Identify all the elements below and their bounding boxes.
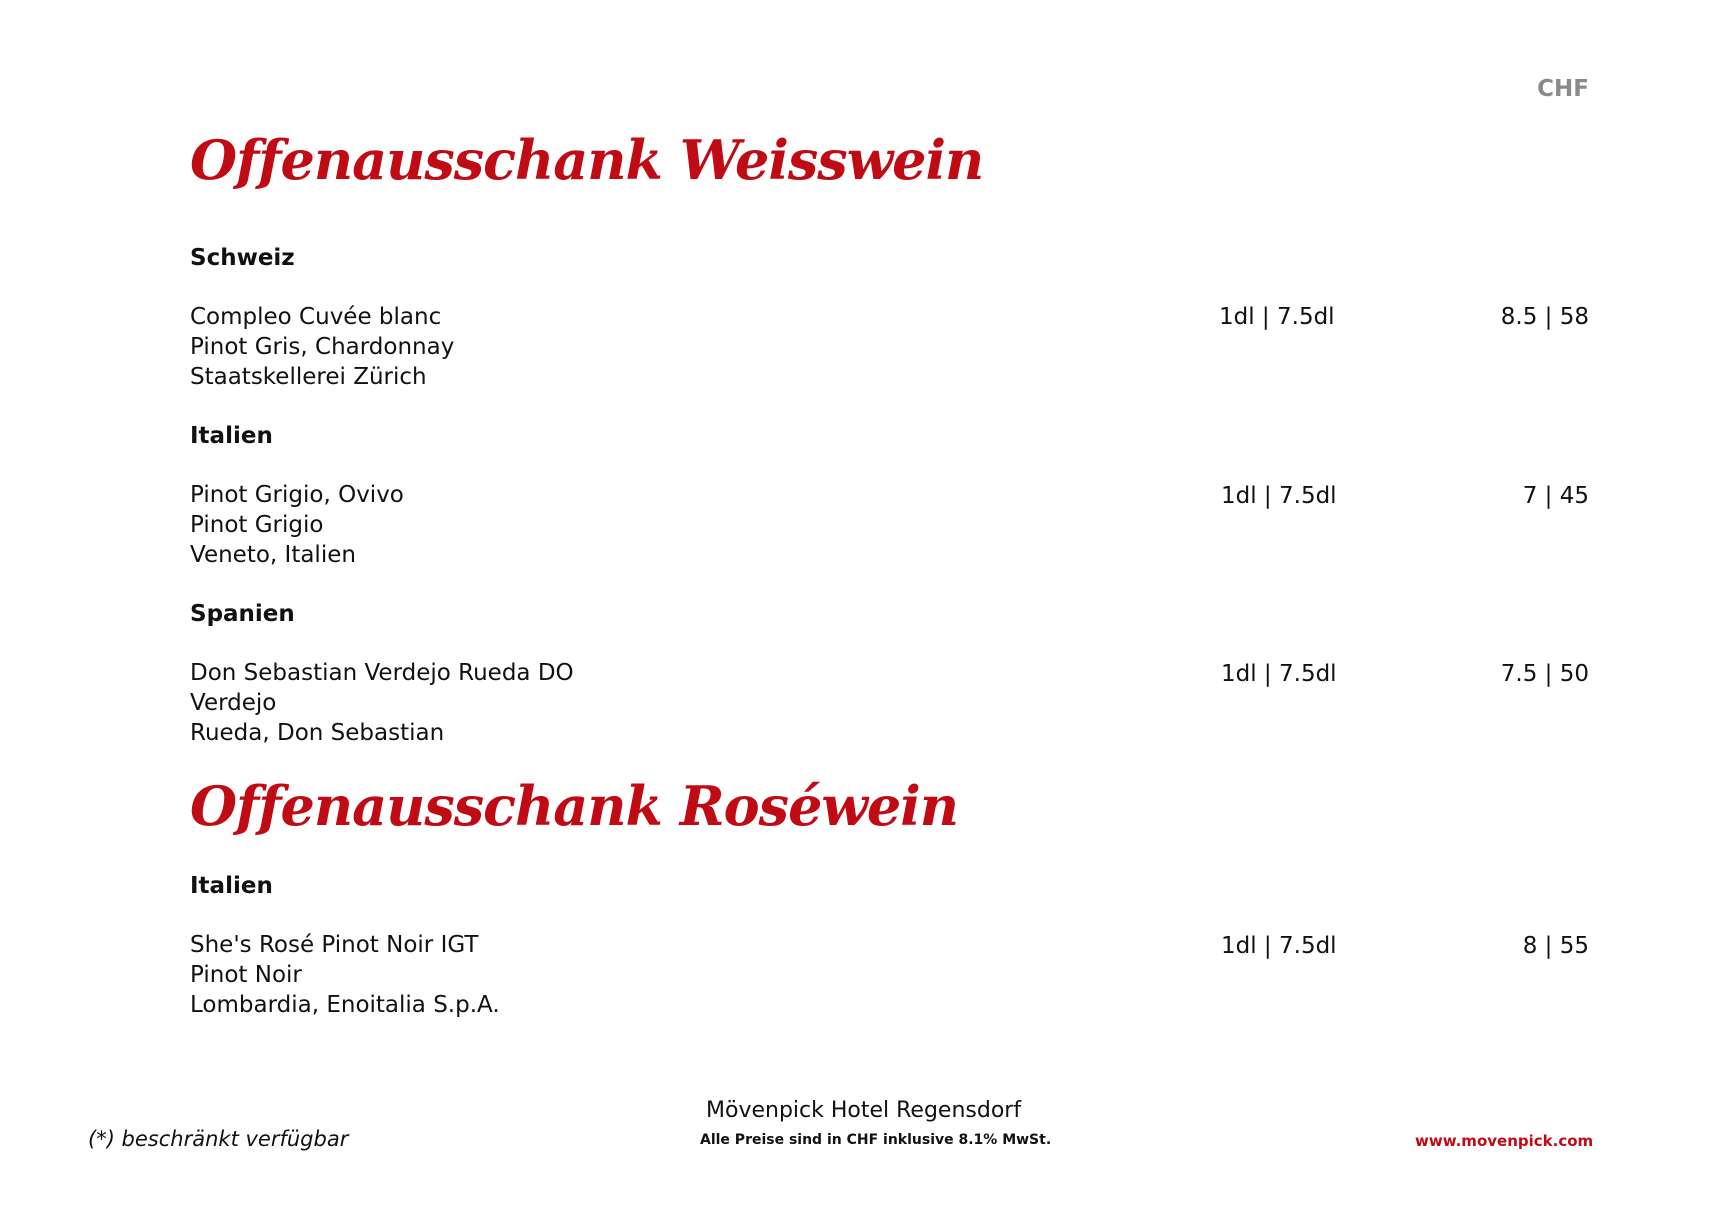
wine-sizes: 1dl | 7.5dl <box>1221 661 1337 687</box>
wine-prices: 7.5 | 50 <box>1500 661 1589 687</box>
wine-origin: Rueda, Don Sebastian <box>190 720 445 746</box>
region-heading-italien: Italien <box>190 873 273 899</box>
region-heading-spanien: Spanien <box>190 601 295 627</box>
wine-name: She's Rosé Pinot Noir IGT <box>190 932 479 958</box>
region-heading-schweiz: Schweiz <box>190 245 295 271</box>
wine-name: Don Sebastian Verdejo Rueda DO <box>190 660 574 686</box>
wine-name: Pinot Grigio, Ovivo <box>190 482 404 508</box>
wine-origin: Veneto, Italien <box>190 542 356 568</box>
wine-origin: Lombardia, Enoitalia S.p.A. <box>190 992 500 1018</box>
currency-label: CHF <box>1537 76 1589 102</box>
section-title-rosewein: Offenausschank Roséwein <box>190 774 959 838</box>
wine-sizes: 1dl | 7.5dl <box>1221 483 1337 509</box>
region-heading-italien: Italien <box>190 423 273 449</box>
website-link[interactable]: www.movenpick.com <box>1415 1132 1594 1150</box>
wine-grape: Verdejo <box>190 690 277 716</box>
wine-prices: 7 | 45 <box>1522 483 1589 509</box>
section-title-weisswein: Offenausschank Weisswein <box>190 128 984 192</box>
wine-prices: 8.5 | 58 <box>1500 304 1589 330</box>
wine-sizes: 1dl | 7.5dl <box>1221 933 1337 959</box>
wine-prices: 8 | 55 <box>1522 933 1589 959</box>
wine-sizes: 1dl | 7.5dl <box>1219 304 1335 330</box>
availability-note: (*) beschränkt verfügbar <box>88 1127 349 1151</box>
wine-grape: Pinot Gris, Chardonnay <box>190 334 455 360</box>
wine-name: Compleo Cuvée blanc <box>190 304 442 330</box>
hotel-name: Mövenpick Hotel Regensdorf <box>706 1098 1022 1123</box>
wine-origin: Staatskellerei Zürich <box>190 364 427 390</box>
wine-grape: Pinot Noir <box>190 962 302 988</box>
wine-grape: Pinot Grigio <box>190 512 324 538</box>
price-disclaimer: Alle Preise sind in CHF inklusive 8.1% MwSt. <box>700 1132 1052 1148</box>
